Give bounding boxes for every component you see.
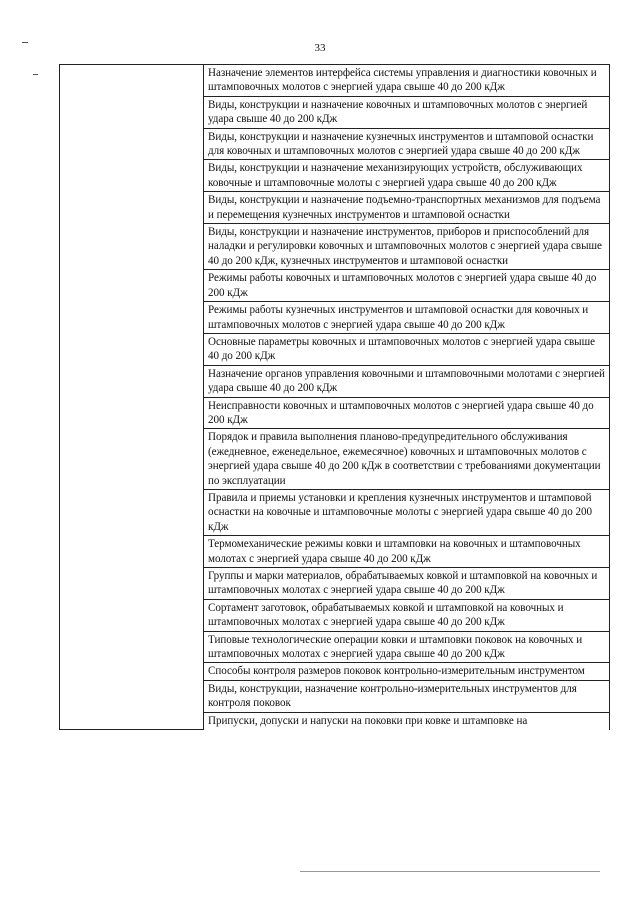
table-cell: Припуски, допуски и напуски на поковки при ковке и штамповке на bbox=[204, 712, 610, 730]
table-cell: Типовые технологические операции ковки и штамповки поковок на ковочных и штамповочных молотах с энергией удара свыше 40 до 200 кДж bbox=[204, 631, 610, 663]
table-cell: Назначение органов управления ковочными и штамповочными молотами с энергией удара свыше 40 до 200 кДж bbox=[204, 365, 610, 397]
table-cell: Режимы работы ковочных и штамповочных молотов с энергией удара свыше 40 до 200 кДж bbox=[204, 270, 610, 302]
table-cell: Порядок и правила выполнения планово-предупредительного обслуживания (ежедневное, еженедельное, ежемесячное) ковочных и штамповочных молотов с энергией удара свыше 40 до 200 кДж в соответствии с требованиями документации по эксплуатации bbox=[204, 429, 610, 490]
table-cell: Виды, конструкции и назначение кузнечных инструментов и штамповой оснастки для ковочных и штамповочных молотов с энергией удара свыше 40 до 200 кДж bbox=[204, 128, 610, 160]
table-cell: Группы и марки материалов, обрабатываемых ковкой и штамповкой на ковочных и штамповочных молотах с энергией удара свыше 40 до 200 кДж bbox=[204, 568, 610, 600]
table-cell: Назначение элементов интерфейса системы управления и диагностики ковочных и штамповочных молотов с энергией удара свыше 40 до 200 кДж bbox=[204, 65, 610, 97]
table-cell: Виды, конструкции и назначение инструментов, приборов и приспособлений для наладки и регулировки ковочных и штамповочных молотов с энергией удара свыше 40 до 200 кДж, кузнечных инструментов и штамповой оснастки bbox=[204, 224, 610, 270]
table-cell: Правила и приемы установки и крепления кузнечных инструментов и штамповой оснастки на ковочные и штамповочные молоты с энергией удара свыше 40 до 200 кДж bbox=[204, 489, 610, 535]
table-cell: Способы контроля размеров поковок контрольно-измерительным инструментом bbox=[204, 663, 610, 680]
table-cell: Основные параметры ковочных и штамповочных молотов с энергией удара свыше 40 до 200 кДж bbox=[204, 333, 610, 365]
table-cell: Виды, конструкции и назначение подъемно-транспортных механизмов для подъема и перемещения кузнечных инструментов и штамповой оснастки bbox=[204, 192, 610, 224]
page-number: 33 bbox=[314, 42, 326, 54]
page-edge-line bbox=[300, 871, 600, 872]
table-cell: Режимы работы кузнечных инструментов и штамповой оснастки для ковочных и штамповочных молотов с энергией удара свыше 40 до 200 кДж bbox=[204, 302, 610, 334]
table-cell: Виды, конструкции, назначение контрольно-измерительных инструментов для контроля поковок bbox=[204, 680, 610, 712]
scan-mark bbox=[33, 74, 38, 75]
table-cell: Термомеханические режимы ковки и штамповки на ковочных и штамповочных молотах с энергией удара свыше 40 до 200 кДж bbox=[204, 536, 610, 568]
knowledge-table bbox=[59, 64, 610, 730]
table-cell: Сортамент заготовок, обрабатываемых ковкой и штамповкой на ковочных и штамповочных молотах с энергией удара свыше 40 до 200 кДж bbox=[204, 599, 610, 631]
table-cell: Виды, конструкции и назначение механизирующих устройств, обслуживающих ковочные и штамповочные молоты с энергией удара свыше 40 до 200 кДж bbox=[204, 160, 610, 192]
table-row bbox=[60, 65, 610, 97]
scan-mark bbox=[22, 42, 28, 43]
table-cell: Виды, конструкции и назначение ковочных и штамповочных молотов с энергией удара свыше 40 до 200 кДж bbox=[204, 96, 610, 128]
table-cell: Неисправности ковочных и штамповочных молотов с энергией удара свыше 40 до 200 кДж bbox=[204, 397, 610, 429]
category-cell bbox=[60, 65, 204, 730]
